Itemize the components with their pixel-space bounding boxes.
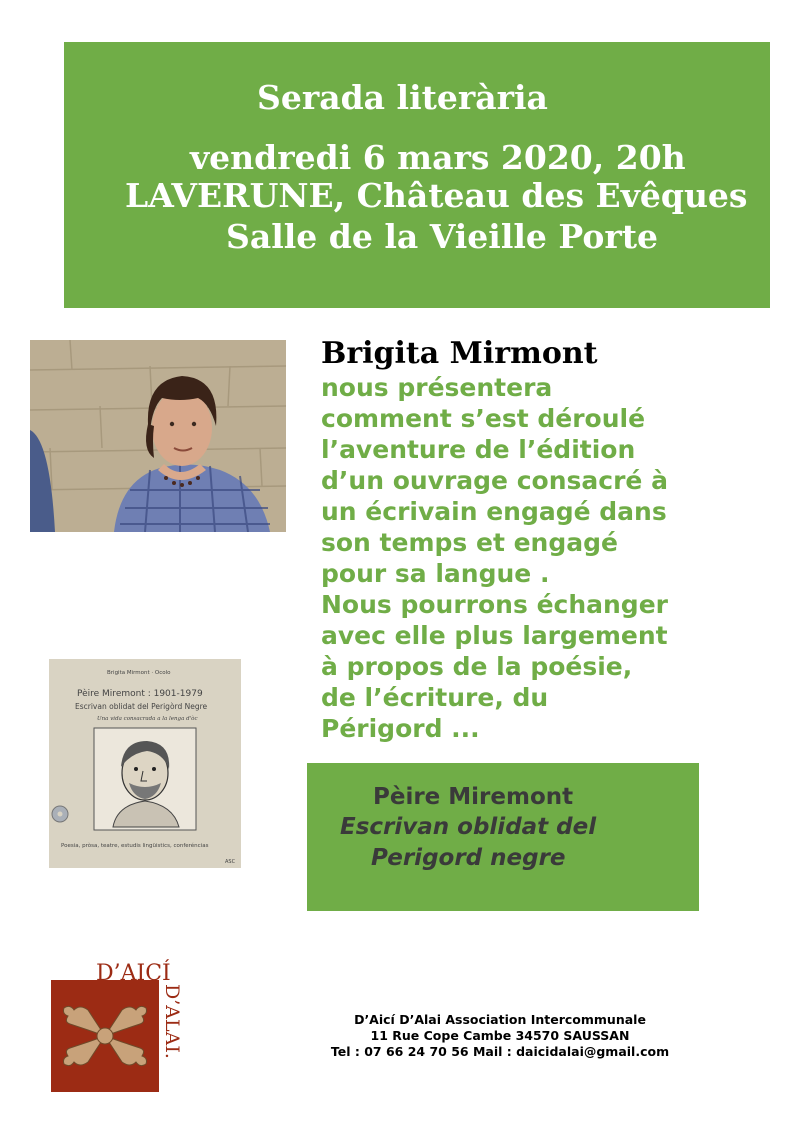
footer-contact-line: Tel : 07 66 24 70 56 Mail : daicidalai@gmail.com xyxy=(330,1044,670,1059)
footer-org: D’Aicí D’Alai Association Intercommunale xyxy=(354,1012,646,1027)
box-author-name: Pèire Miremont xyxy=(373,784,574,810)
book-subtitle: Escrivan oblidat del Perigòrd Negre xyxy=(75,702,208,711)
speaker-description xyxy=(321,372,668,744)
book-cover-image xyxy=(49,659,241,868)
book-topics: Poesia, pròsa, teatre, estudis lingüistics, conferéncias xyxy=(61,843,209,849)
description-line: un écrivain engagé dans xyxy=(321,497,667,526)
description-line: pour sa langue . xyxy=(321,559,550,588)
description-line: son temps et engagé xyxy=(321,528,618,557)
portrait-drawing-icon xyxy=(93,727,197,831)
book-author: Brigita Mirmont · Ocolo xyxy=(107,670,171,676)
description-line: avec elle plus largement xyxy=(321,621,668,650)
description-line: comment s’est déroulé xyxy=(321,404,646,433)
event-banner xyxy=(64,42,770,308)
description-line: de l’écriture, du xyxy=(321,683,549,712)
speaker-name: Brigita Mirmont xyxy=(321,336,598,371)
speaker-photo xyxy=(30,340,286,532)
event-room: Salle de la Vieille Porte xyxy=(226,217,658,256)
event-title: Serada literària xyxy=(257,78,548,117)
book-title: Pèire Miremont : 1901-1979 xyxy=(77,689,203,699)
description-line: nous présentera xyxy=(321,373,553,402)
description-line: Nous pourrons échanger xyxy=(321,590,668,619)
disc-icon xyxy=(51,805,69,823)
description-line: Périgord ... xyxy=(321,714,480,743)
logo-text-daici: D’AICÍ xyxy=(96,961,171,986)
book-mark: ASC xyxy=(225,859,236,865)
description-line: l’aventure de l’édition xyxy=(321,435,636,464)
book-title-box xyxy=(307,763,699,911)
box-book-title-line2: Perigord negre xyxy=(371,845,566,871)
description-line: d’un ouvrage consacré à xyxy=(321,466,668,495)
book-tagline: Una vida consacrada a la lenga d'òc xyxy=(97,716,198,722)
description-line: à propos de la poésie, xyxy=(321,652,633,681)
logo-text-dalai: D’ALAI. xyxy=(161,984,183,1059)
footer-address: 11 Rue Cope Cambe 34570 SAUSSAN xyxy=(370,1028,630,1043)
event-date: vendredi 6 mars 2020, 20h xyxy=(190,138,686,177)
event-place: LAVERUNE, Château des Evêques xyxy=(125,176,748,215)
footer-contact xyxy=(300,1012,700,1060)
box-book-title-line1: Escrivan oblidat del xyxy=(340,814,597,840)
association-logo xyxy=(48,958,193,1093)
